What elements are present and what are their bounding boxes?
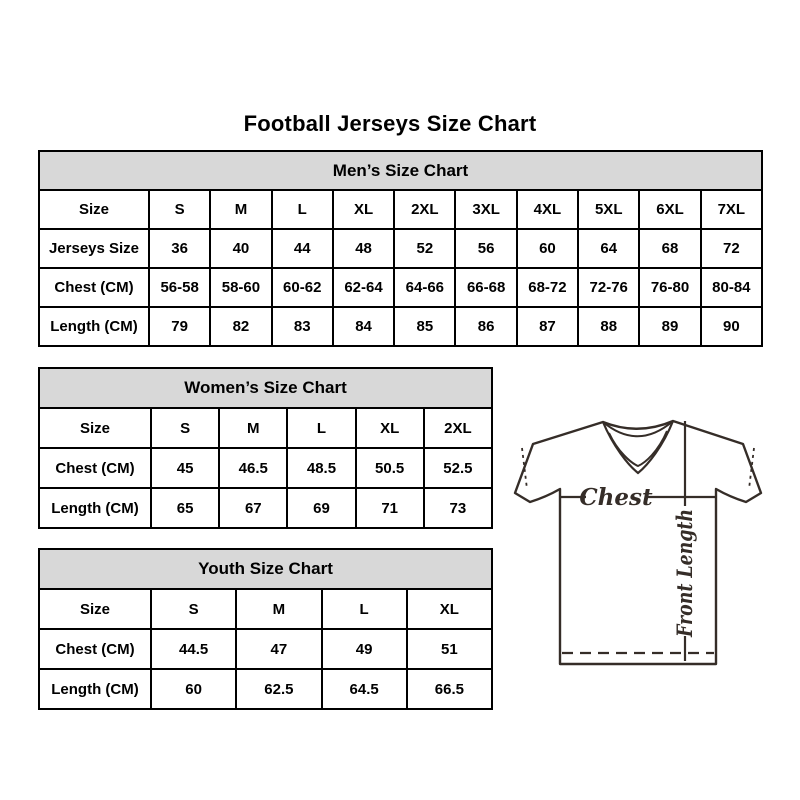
table-cell: S xyxy=(151,408,219,448)
table-cell: XL xyxy=(333,190,394,229)
table-cell: 68-72 xyxy=(517,268,578,307)
table-cell: 45 xyxy=(151,448,219,488)
table-cell: 90 xyxy=(701,307,762,346)
page-title: Football Jerseys Size Chart xyxy=(243,110,537,136)
table-cell: 60 xyxy=(517,229,578,268)
table-cell: 73 xyxy=(424,488,492,528)
youth-size-table xyxy=(38,548,493,708)
table-cell: 4XL xyxy=(517,190,578,229)
mens-size-table xyxy=(38,150,763,345)
table-cell: 69 xyxy=(287,488,355,528)
table-cell: M xyxy=(210,190,271,229)
table-row xyxy=(39,589,492,629)
table-cell: 67 xyxy=(219,488,287,528)
table-cell: 47 xyxy=(236,629,321,669)
front-length-label: Front Length xyxy=(672,482,697,637)
table-row xyxy=(39,488,492,528)
table-cell: 40 xyxy=(210,229,271,268)
table-cell: 85 xyxy=(394,307,455,346)
table-cell: 87 xyxy=(517,307,578,346)
table-row xyxy=(39,190,762,229)
row-header-cell: Size xyxy=(39,408,151,448)
table-cell: 64-66 xyxy=(394,268,455,307)
table-row xyxy=(39,307,762,346)
table-cell: M xyxy=(219,408,287,448)
table-cell: M xyxy=(236,589,321,629)
row-header-cell: Chest (CM) xyxy=(39,629,151,669)
table-cell: 66.5 xyxy=(407,669,492,709)
table-row xyxy=(39,448,492,488)
table-cell: 82 xyxy=(210,307,271,346)
table-cell: 56-58 xyxy=(149,268,210,307)
table-cell: L xyxy=(287,408,355,448)
table-cell: 49 xyxy=(322,629,407,669)
row-header-cell: Chest (CM) xyxy=(39,268,149,307)
row-header-cell: Length (CM) xyxy=(39,669,151,709)
table-cell: 64.5 xyxy=(322,669,407,709)
table-cell: 2XL xyxy=(424,408,492,448)
table-cell: 89 xyxy=(639,307,700,346)
table-row xyxy=(39,229,762,268)
jersey-measurement-diagram xyxy=(505,408,777,670)
jersey-diagram-svg xyxy=(505,408,777,670)
chest-label: Chest xyxy=(579,484,653,511)
table-cell: 56 xyxy=(455,229,516,268)
table-cell: 72 xyxy=(701,229,762,268)
table-cell: XL xyxy=(407,589,492,629)
table-cell: 3XL xyxy=(455,190,516,229)
row-header-cell: Length (CM) xyxy=(39,307,149,346)
table-cell: 5XL xyxy=(578,190,639,229)
table-cell: 88 xyxy=(578,307,639,346)
table-cell: 76-80 xyxy=(639,268,700,307)
row-header-cell: Jerseys Size xyxy=(39,229,149,268)
table-row xyxy=(39,669,492,709)
row-header-cell: Chest (CM) xyxy=(39,448,151,488)
table-cell: 72-76 xyxy=(578,268,639,307)
table-cell: 48.5 xyxy=(287,448,355,488)
table-cell: 7XL xyxy=(701,190,762,229)
table-row xyxy=(39,408,492,448)
table-cell: 36 xyxy=(149,229,210,268)
table-cell: 64 xyxy=(578,229,639,268)
table-cell: 44.5 xyxy=(151,629,236,669)
table-cell: 71 xyxy=(356,488,424,528)
table-cell: 65 xyxy=(151,488,219,528)
table-title: Men’s Size Chart xyxy=(39,151,762,190)
row-header-cell: Size xyxy=(39,190,149,229)
table-cell: 51 xyxy=(407,629,492,669)
table-cell: 46.5 xyxy=(219,448,287,488)
table-row xyxy=(39,268,762,307)
table-cell: 79 xyxy=(149,307,210,346)
row-header-cell: Size xyxy=(39,589,151,629)
table-cell: 2XL xyxy=(394,190,455,229)
table-row xyxy=(39,629,492,669)
row-header-cell: Length (CM) xyxy=(39,488,151,528)
table-cell: 6XL xyxy=(639,190,700,229)
table-cell: 68 xyxy=(639,229,700,268)
table-cell: 58-60 xyxy=(210,268,271,307)
table-cell: 62.5 xyxy=(236,669,321,709)
table-cell: 48 xyxy=(333,229,394,268)
table-cell: L xyxy=(272,190,333,229)
table-cell: S xyxy=(151,589,236,629)
table-cell: XL xyxy=(356,408,424,448)
table-cell: 44 xyxy=(272,229,333,268)
womens-size-table xyxy=(38,367,493,527)
table-cell: L xyxy=(322,589,407,629)
table-cell: 62-64 xyxy=(333,268,394,307)
table-cell: 52.5 xyxy=(424,448,492,488)
table-cell: 84 xyxy=(333,307,394,346)
table-cell: 83 xyxy=(272,307,333,346)
table-cell: 50.5 xyxy=(356,448,424,488)
table-title: Youth Size Chart xyxy=(39,549,492,589)
table-cell: 80-84 xyxy=(701,268,762,307)
table-cell: 66-68 xyxy=(455,268,516,307)
table-cell: 60-62 xyxy=(272,268,333,307)
table-cell: 60 xyxy=(151,669,236,709)
table-title: Women’s Size Chart xyxy=(39,368,492,408)
jersey-outline xyxy=(515,421,761,664)
table-cell: S xyxy=(149,190,210,229)
table-cell: 86 xyxy=(455,307,516,346)
table-cell: 52 xyxy=(394,229,455,268)
